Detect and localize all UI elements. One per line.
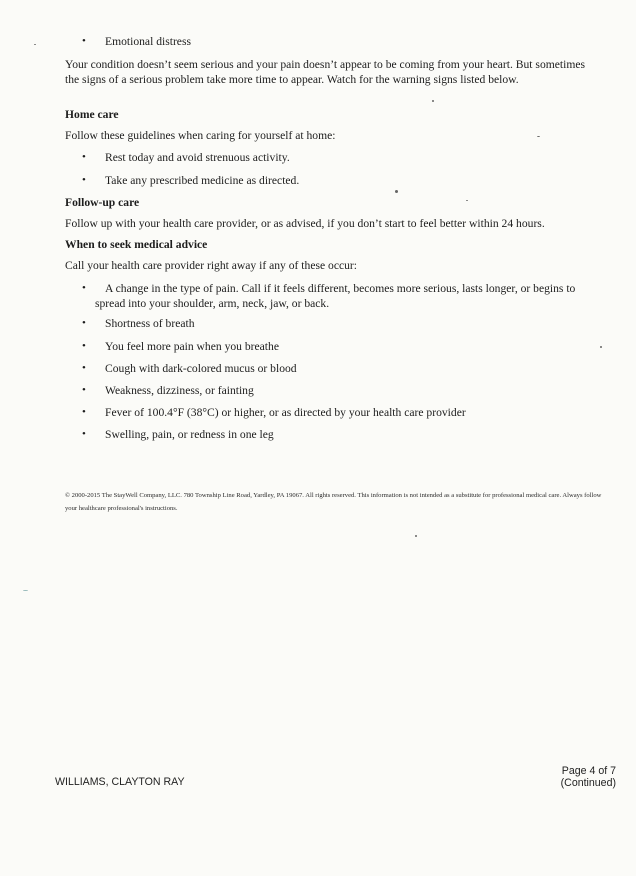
bullet-marker: • bbox=[82, 384, 86, 396]
bullet-marker: • bbox=[82, 282, 86, 294]
bullet-marker: • bbox=[82, 428, 86, 440]
scan-speck bbox=[34, 44, 36, 45]
scan-speck bbox=[537, 136, 540, 137]
scan-speck bbox=[415, 535, 417, 537]
home-care-item: Rest today and avoid strenuous activity. bbox=[105, 151, 290, 164]
bullet-marker: • bbox=[82, 35, 86, 47]
follow-up-heading: Follow-up care bbox=[65, 196, 140, 209]
bullet-marker: • bbox=[82, 151, 86, 163]
seek-advice-item: Weakness, dizziness, or fainting bbox=[105, 384, 254, 397]
bullet-marker: • bbox=[82, 406, 86, 418]
scan-speck bbox=[23, 590, 28, 591]
seek-advice-item: You feel more pain when you breathe bbox=[105, 340, 279, 353]
copyright-notice: © 2000-2015 The StayWell Company, LLC. 780 Township Line Road, Yardley, PA 19067. All rights reserved. This information is not intended as a substitute for professional medical care. Always follow your healthcare professional's instructions. bbox=[65, 492, 602, 512]
top-bullet-text: Emotional distress bbox=[105, 35, 191, 48]
seek-advice-intro: Call your health care provider right away if any of these occur: bbox=[65, 259, 357, 272]
home-care-item: Take any prescribed medicine as directed. bbox=[105, 174, 300, 187]
page-number: Page 4 of 7 bbox=[561, 765, 616, 777]
bullet-marker: • bbox=[82, 362, 86, 374]
scan-speck bbox=[395, 190, 398, 193]
bullet-marker: • bbox=[82, 340, 86, 352]
seek-advice-item: Shortness of breath bbox=[105, 317, 195, 330]
continued-label: (Continued) bbox=[560, 777, 616, 789]
seek-advice-heading: When to seek medical advice bbox=[65, 238, 208, 251]
scan-speck bbox=[600, 346, 602, 348]
bullet-marker: • bbox=[82, 174, 86, 186]
patient-name: WILLIAMS, CLAYTON RAY bbox=[55, 776, 185, 788]
scan-speck bbox=[466, 200, 468, 201]
seek-advice-item: Fever of 100.4°F (38°C) or higher, or as directed by your health care provider bbox=[105, 406, 466, 419]
scan-speck bbox=[432, 100, 434, 102]
intro-paragraph: Your condition doesn’t seem serious and your pain doesn’t appear to be coming from your heart. But sometimes the signs of a serious problem take more time to appear. Watch for the warning signs listed below. bbox=[65, 58, 586, 86]
seek-advice-item: Swelling, pain, or redness in one leg bbox=[105, 428, 274, 441]
seek-advice-item: Cough with dark-colored mucus or blood bbox=[105, 362, 297, 375]
home-care-heading: Home care bbox=[65, 108, 119, 121]
bullet-marker: • bbox=[82, 317, 86, 329]
follow-up-text: Follow up with your health care provider, or as advised, if you don’t start to feel better within 24 hours. bbox=[65, 217, 545, 230]
home-care-intro: Follow these guidelines when caring for yourself at home: bbox=[65, 129, 336, 142]
seek-advice-item: A change in the type of pain. Call if it feels different, becomes more serious, lasts longer, or begins to spread into your shoulder, arm, neck, jaw, or back. bbox=[95, 282, 576, 310]
